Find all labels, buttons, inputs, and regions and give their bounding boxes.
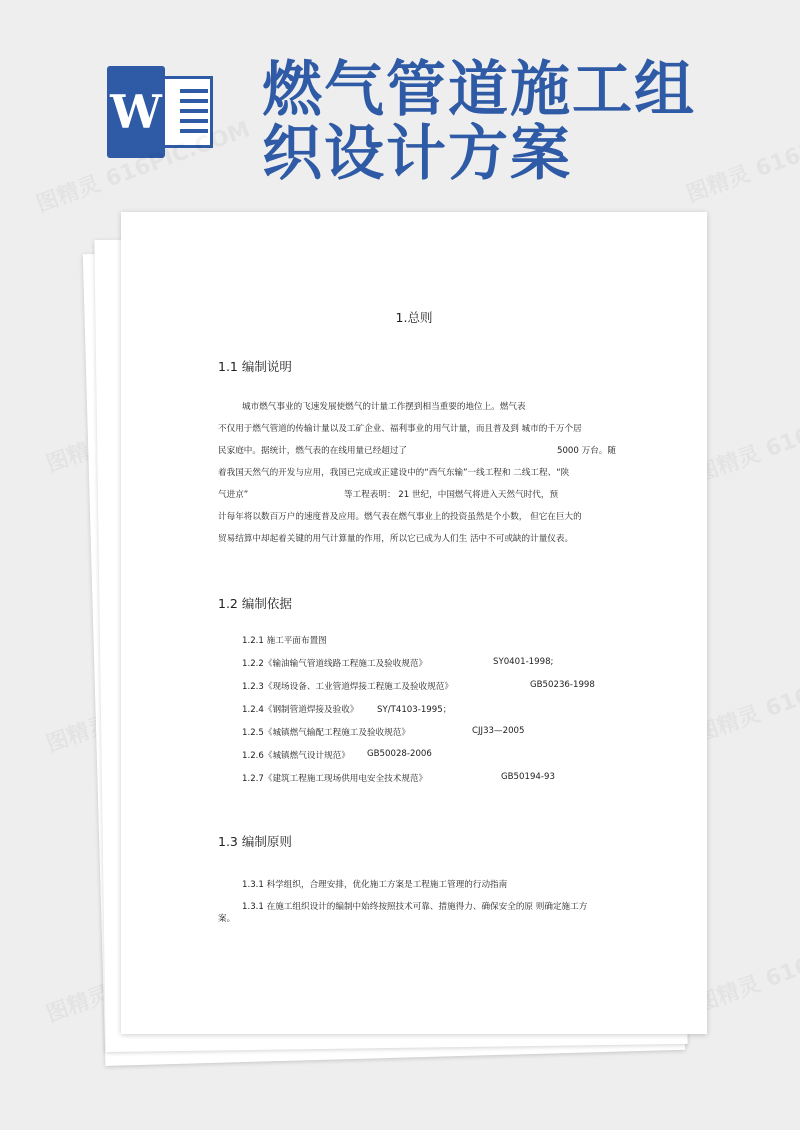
reference-item-label: 1.2.3《现场设备、工业管道焊接工程施工及验收规范》 <box>242 682 453 692</box>
paragraph-line: 城市燃气事业的飞速发展使燃气的计量工作摆到相当重要的地位上。燃气表 <box>242 402 526 412</box>
reference-item-label: 1.2.6《城镇燃气设计规范》 <box>242 751 350 761</box>
word-letter-badge: W <box>107 66 165 158</box>
paragraph-line: 贸易结算中却起着关键的用气计算量的作用，所以它已成为人们生 活中不可或缺的计量仪表。 <box>218 534 574 544</box>
paragraph-line: 5000 万台。随 <box>557 446 616 456</box>
document-page <box>121 212 707 1034</box>
reference-item-label: 1.2.4《钢制管道焊接及验收》 <box>242 705 359 715</box>
reference-item-label: 1.2.2《输油输气管道线路工程施工及验收规范》 <box>242 659 428 669</box>
reference-item-code: CJJ33—2005 <box>472 726 525 736</box>
page-heading: 1.总则 <box>395 310 433 325</box>
paragraph-line: 民家庭中。据统计，燃气表的在线用量已经超过了 <box>218 446 408 456</box>
reference-item-label: 1.2.5《城镇燃气输配工程施工及验收规范》 <box>242 728 410 738</box>
reference-item-code: GB50194-93 <box>501 772 555 782</box>
watermark <box>691 642 800 748</box>
reference-item-label: 1.2.7《建筑工程施工现场供用电安全技术规范》 <box>242 774 428 784</box>
reference-item-code: SY/T4103-1995； <box>377 705 452 715</box>
paragraph-line: 气进京” <box>218 490 249 500</box>
document-title: 燃气管道施工组织设计方案 <box>262 55 696 189</box>
reference-item-code: SY0401-1998; <box>493 657 554 667</box>
word-document-icon <box>107 66 217 158</box>
paragraph-line: 案。 <box>218 914 236 924</box>
reference-item-code: GB50028-2006 <box>367 749 432 759</box>
watermark <box>691 382 800 488</box>
section-heading: 1.2 编制依据 <box>218 596 292 611</box>
paragraph-line: 1.3.1 在施工组织设计的编制中始终按照技术可靠、措施得力、确保安全的原 则确定施工方 <box>242 902 588 912</box>
paragraph-line: 等工程表明： 21 世纪，中国燃气将进入天然气时代，预 <box>344 490 559 500</box>
reference-item-label: 1.2.1 施工平面布置图 <box>242 636 327 646</box>
section-heading: 1.3 编制原则 <box>218 834 292 849</box>
watermark <box>691 912 800 1018</box>
paragraph-line: 不仅用于燃气管道的传输计量以及工矿企业、福利事业的用气计量，而且普及到 城市的千万个居 <box>218 424 582 434</box>
paragraph-line: 1.3.1 科学组织，合理安排，优化施工方案是工程施工管理的行动指南 <box>242 880 508 890</box>
section-heading: 1.1 编制说明 <box>218 359 292 374</box>
reference-item-code: GB50236-1998 <box>530 680 595 690</box>
paragraph-line: 计每年将以数百万户的速度普及应用。燃气表在燃气事业上的投资虽然是个小数， 但它在巨大的 <box>218 512 582 522</box>
paragraph-line: 着我国天然气的开发与应用，我国已完成或正建设中的“西气东输”一线工程和 二线工程、“陕 <box>218 468 570 478</box>
